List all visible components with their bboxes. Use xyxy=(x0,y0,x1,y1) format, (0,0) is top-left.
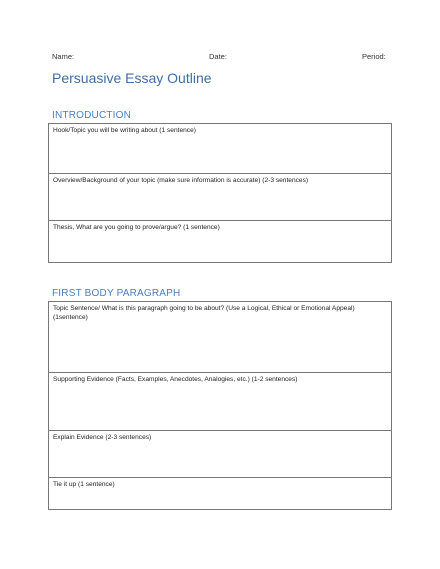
overview-row[interactable] xyxy=(49,173,391,220)
tie-it-up-row-label: Tie it up (1 sentence) xyxy=(53,481,115,488)
first-body-paragraph-table xyxy=(48,301,392,510)
section-heading-first-body-paragraph: FIRST BODY PARAGRAPH xyxy=(52,288,181,299)
supporting-evidence-row[interactable] xyxy=(49,372,391,430)
period-label: Period: xyxy=(362,52,386,61)
page-title: Persuasive Essay Outline xyxy=(52,70,212,86)
topic-sentence-row-label: Topic Sentence/ What is this paragraph going to be about? (Use a Logical, Ethical or Emotional Appeal) (1sentence) xyxy=(53,305,355,321)
explain-evidence-row-label: Explain Evidence (2-3 sentences) xyxy=(53,434,152,441)
section-heading-introduction: INTRODUCTION xyxy=(52,110,132,121)
tie-it-up-row[interactable] xyxy=(49,477,391,509)
name-label: Name: xyxy=(52,52,75,61)
date-label: Date: xyxy=(209,52,227,61)
hook-row-label: Hook/Topic you will be writing about (1 sentence) xyxy=(53,127,196,134)
introduction-table xyxy=(48,123,392,263)
explain-evidence-row[interactable] xyxy=(49,430,391,477)
supporting-evidence-row-label: Supporting Evidence (Facts, Examples, Anecdotes, Analogies, etc.) (1-2 sentences) xyxy=(53,376,298,383)
hook-row[interactable] xyxy=(49,124,391,173)
thesis-row[interactable] xyxy=(49,220,391,262)
overview-row-label: Overview/Background of your topic (make sure information is accurate) (2-3 sentences) xyxy=(53,177,309,184)
topic-sentence-row[interactable] xyxy=(49,302,391,372)
thesis-row-label: Thesis, What are you going to prove/argue? (1 sentence) xyxy=(53,224,220,231)
